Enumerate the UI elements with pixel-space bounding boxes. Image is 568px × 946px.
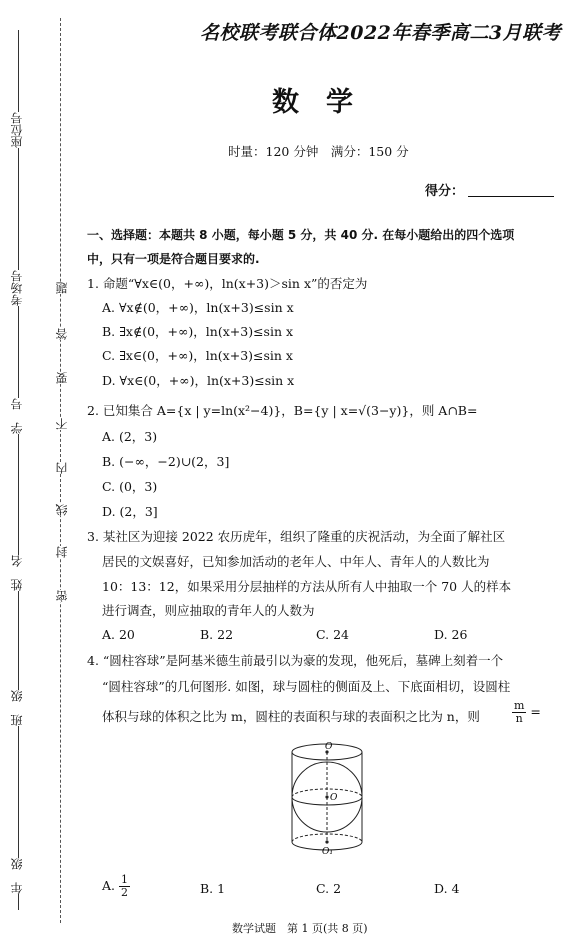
- exam-room-label: 考场号: [10, 270, 24, 306]
- q3-option-a: A. 20: [102, 627, 135, 642]
- q4-stem-line2: “圆柱容球”的几何图形. 如图，球与圆柱的侧面及上、下底面相切，设圆柱: [102, 679, 511, 694]
- subject-title: 数 学: [272, 87, 353, 118]
- q3-stem-line2: 居民的文娱喜好，已知参加活动的老年人、中年人、青年人的人数比为: [102, 554, 490, 569]
- score-blank[interactable]: [468, 196, 554, 197]
- q3-option-d: D. 26: [434, 627, 468, 642]
- section-heading-line2: 中，只有一项是符合题目要求的.: [87, 252, 260, 266]
- q4-option-a-fraction: [119, 874, 130, 899]
- q1-option-c: C. ∃x∈(0，+∞)，ln(x+3)≤sin x: [102, 348, 293, 363]
- q2-stem: 2. 已知集合 A={x | y=ln(x²−4)}，B={y | x=√(3−y)}，则 A∩B=: [87, 403, 478, 418]
- q4-ratio: [512, 700, 541, 725]
- q2-option-c: C. (0，3): [102, 479, 158, 494]
- q1-option-b: B. ∃x∉(0，+∞)，ln(x+3)≤sin x: [102, 324, 294, 339]
- page-footer: 数学试题 第 1 页(共 8 页): [232, 922, 368, 935]
- q1-option-a: A. ∀x∉(0，+∞)，ln(x+3)≤sin x: [102, 300, 294, 315]
- exam-title: 名校联考联合体2022年春季高二3月联考: [200, 22, 562, 44]
- q4-ratio-den: n: [515, 712, 523, 725]
- q4-option-a: [102, 874, 130, 899]
- seat-number-label: 座位号: [10, 112, 24, 148]
- q4-option-a-num: 1: [121, 873, 128, 886]
- seal-char: 封: [55, 546, 69, 558]
- q3-stem-line1: 3. 某社区为迎接 2022 农历虎年，组织了隆重的庆祝活动，为全面了解社区: [87, 529, 506, 544]
- binding-line: [18, 30, 19, 910]
- q2-option-b: B. (−∞，−2)∪(2，3]: [102, 454, 230, 469]
- q1-stem: 1. 命题“∀x∈(0，+∞)，ln(x+3)＞sin x”的否定为: [87, 276, 368, 291]
- seal-char: 要: [55, 372, 69, 384]
- class-label: 班 级: [10, 690, 24, 726]
- q3-option-b: B. 22: [200, 627, 234, 642]
- seal-char: 密: [55, 590, 69, 602]
- name-label: 姓 名: [10, 555, 24, 591]
- q4-option-c: C. 2: [316, 881, 342, 896]
- q4-ratio-eq: =: [530, 704, 541, 719]
- cylinder-sphere-figure: [282, 738, 372, 858]
- figure-label-center: O: [330, 793, 338, 803]
- seal-char: 线: [55, 504, 69, 516]
- q3-option-c: C. 24: [316, 627, 349, 642]
- q4-ratio-fraction: [512, 700, 526, 725]
- q4-option-a-den: 2: [121, 886, 128, 899]
- q4-option-b: B. 1: [200, 881, 226, 896]
- q1-option-d: D. ∀x∈(0，+∞)，ln(x+3)≤sin x: [102, 373, 295, 388]
- section-heading-line1: 一、选择题：本题共 8 小题，每小题 5 分，共 40 分. 在每小题给出的四个选项: [87, 228, 515, 242]
- grade-label: 年 级: [10, 858, 24, 894]
- seal-char: 答: [55, 328, 69, 340]
- seal-char: 不: [55, 418, 69, 430]
- figure-label-bottom: O₁: [322, 847, 333, 857]
- figure-label-top: O: [325, 742, 333, 752]
- score-label: 得分：: [425, 184, 465, 199]
- q4-option-a-letter: A.: [102, 878, 116, 893]
- seal-char: 题: [55, 282, 69, 294]
- seal-char: 内: [55, 462, 69, 474]
- student-number-label: 学 号: [10, 398, 24, 434]
- q4-ratio-num: m: [514, 699, 525, 712]
- q3-stem-line3: 10：13：12，如果采用分层抽样的方法从所有人中抽取一个 70 人的样本: [102, 579, 512, 594]
- time-info: 时量：120 分钟 满分：150 分: [228, 144, 409, 159]
- q4-stem-line3: 体积与球的体积之比为 m，圆柱的表面积与球的表面积之比为 n，则: [102, 709, 480, 724]
- q4-stem-line1: 4. “圆柱容球”是阿基米德生前最引以为豪的发现，他死后，墓碑上刻着一个: [87, 653, 504, 668]
- q2-option-a: A. (2，3): [102, 429, 158, 444]
- q2-option-d: D. (2，3]: [102, 504, 158, 519]
- q4-option-d: D. 4: [434, 881, 460, 896]
- q3-stem-line4: 进行调查，则应抽取的青年人的人数为: [102, 603, 315, 618]
